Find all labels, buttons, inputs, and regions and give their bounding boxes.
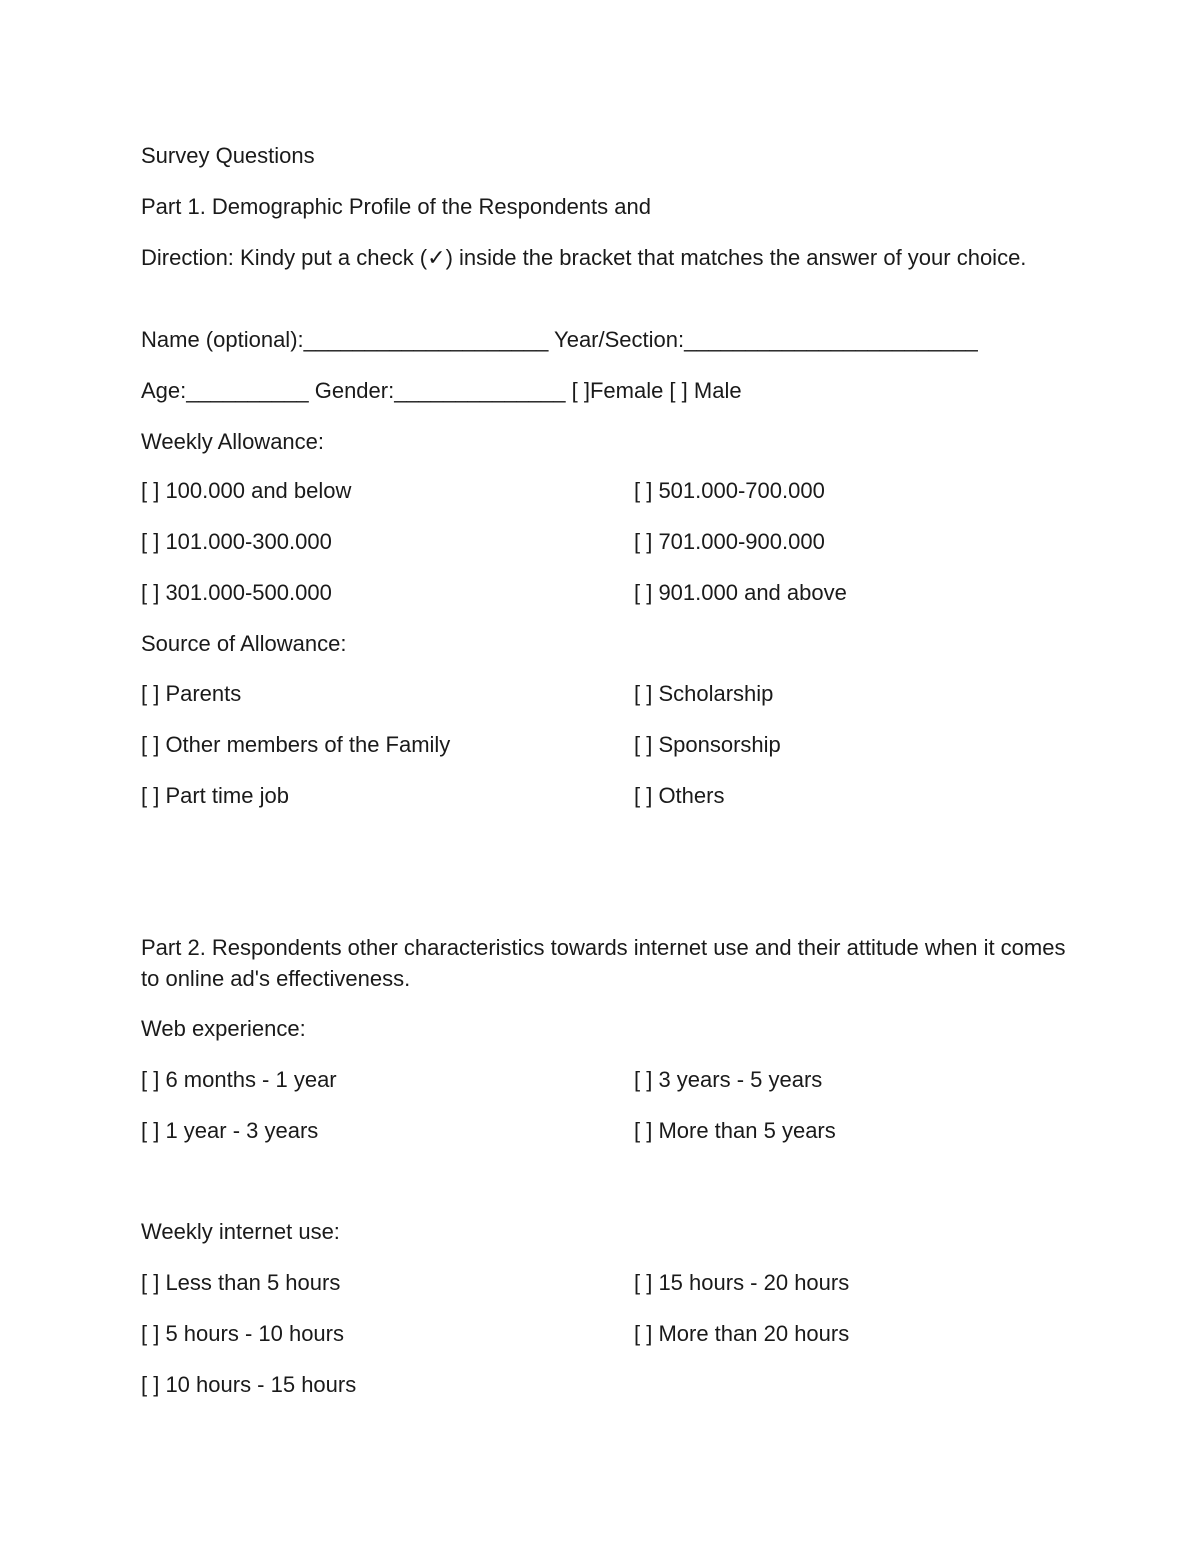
age-gender-line: Age:__________ Gender:______________ [ ]Female [ ] Male — [141, 378, 742, 403]
internet-use-option: [ ] 10 hours - 15 hours — [141, 1372, 357, 1397]
web-experience-option: [ ] 6 months - 1 year — [141, 1067, 337, 1092]
source-option: [ ] Parents — [141, 681, 242, 706]
web-experience-option: [ ] More than 5 years — [634, 1118, 836, 1143]
source-option: [ ] Scholarship — [634, 681, 774, 706]
allowance-option: [ ] 501.000-700.000 — [634, 478, 825, 503]
internet-use-option: [ ] Less than 5 hours — [141, 1270, 341, 1295]
internet-use-option: [ ] 15 hours - 20 hours — [634, 1270, 850, 1295]
allowance-option: [ ] 100.000 and below — [141, 478, 352, 503]
internet-use-option: [ ] 5 hours - 10 hours — [141, 1321, 344, 1346]
source-option: [ ] Sponsorship — [634, 732, 781, 757]
weekly-internet-use-label: Weekly internet use: — [141, 1219, 340, 1244]
document-title: Survey Questions — [141, 143, 315, 168]
source-of-allowance-label: Source of Allowance: — [141, 631, 347, 656]
allowance-option: [ ] 101.000-300.000 — [141, 529, 332, 554]
internet-use-option: [ ] More than 20 hours — [634, 1321, 850, 1346]
part1-heading: Part 1. Demographic Profile of the Respondents and — [141, 194, 651, 219]
allowance-option: [ ] 301.000-500.000 — [141, 580, 332, 605]
source-option: [ ] Other members of the Family — [141, 732, 451, 757]
allowance-option: [ ] 901.000 and above — [634, 580, 847, 605]
source-option: [ ] Part time job — [141, 783, 289, 808]
name-year-section-line: Name (optional):____________________ Year/Section:________________________ — [141, 327, 978, 352]
source-option: [ ] Others — [634, 783, 725, 808]
weekly-allowance-label: Weekly Allowance: — [141, 429, 325, 454]
part1-direction: Direction: Kindy put a check (✓) inside the bracket that matches the answer of your choice. — [141, 245, 1027, 270]
web-experience-option: [ ] 1 year - 3 years — [141, 1118, 319, 1143]
web-experience-option: [ ] 3 years - 5 years — [634, 1067, 823, 1092]
web-experience-label: Web experience: — [141, 1016, 306, 1041]
allowance-option: [ ] 701.000-900.000 — [634, 529, 825, 554]
part2-heading: Part 2. Respondents other characteristics towards internet use and their attitude when it comes to online ad's effectiveness. — [141, 935, 1066, 991]
